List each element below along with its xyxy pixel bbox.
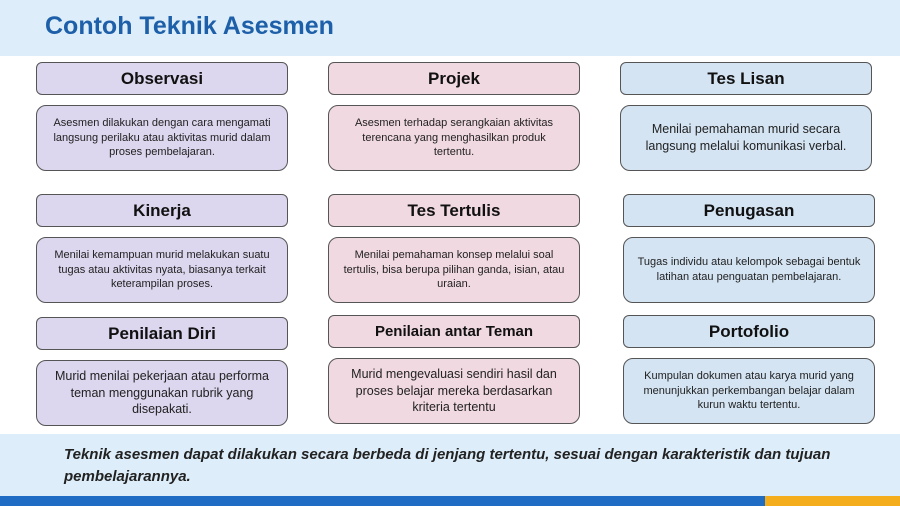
page-title: Contoh Teknik Asesmen (45, 12, 334, 40)
bottom-bar-blue (0, 496, 765, 506)
card-desc-tes-lisan: Menilai pemahaman murid secara langsung melalui komunikasi verbal. (620, 105, 872, 171)
card-title-tes-tertulis: Tes Tertulis (328, 194, 580, 227)
card-title-penugasan: Penugasan (623, 194, 875, 227)
card-desc-observasi: Asesmen dilakukan dengan cara mengamati langsung perilaku atau aktivitas murid dalam proses pembelajaran. (36, 105, 288, 171)
card-desc-penugasan: Tugas individu atau kelompok sebagai bentuk latihan atau penguatan pembelajaran. (623, 237, 875, 303)
card-title-portofolio: Portofolio (623, 315, 875, 348)
card-title-tes-lisan: Tes Lisan (620, 62, 872, 95)
bottom-bar-yellow (765, 496, 900, 506)
card-title-penilaian-diri: Penilaian Diri (36, 317, 288, 350)
card-desc-projek: Asesmen terhadap serangkaian aktivitas terencana yang menghasilkan produk tertentu. (328, 105, 580, 171)
card-title-observasi: Observasi (36, 62, 288, 95)
card-desc-tes-tertulis: Menilai pemahaman konsep melalui soal tertulis, bisa berupa pilihan ganda, isian, atau uraian. (328, 237, 580, 303)
card-desc-penilaian-diri: Murid menilai pekerjaan atau performa teman menggunakan rubrik yang disepakati. (36, 360, 288, 426)
card-title-projek: Projek (328, 62, 580, 95)
card-title-penilaian-antar-teman: Penilaian antar Teman (328, 315, 580, 348)
card-desc-portofolio: Kumpulan dokumen atau karya murid yang menunjukkan perkembangan belajar dalam kurun waktu tertentu. (623, 358, 875, 424)
footer-note: Teknik asesmen dapat dilakukan secara berbeda di jenjang tertentu, sesuai dengan karakteristik dan tujuan pembelajarannya. (64, 446, 831, 485)
card-desc-kinerja: Menilai kemampuan murid melakukan suatu tugas atau aktivitas nyata, biasanya terkait keterampilan proses. (36, 237, 288, 303)
card-desc-penilaian-antar-teman: Murid mengevaluasi sendiri hasil dan proses belajar mereka berdasarkan kriteria tertentu (328, 358, 580, 424)
card-title-kinerja: Kinerja (36, 194, 288, 227)
